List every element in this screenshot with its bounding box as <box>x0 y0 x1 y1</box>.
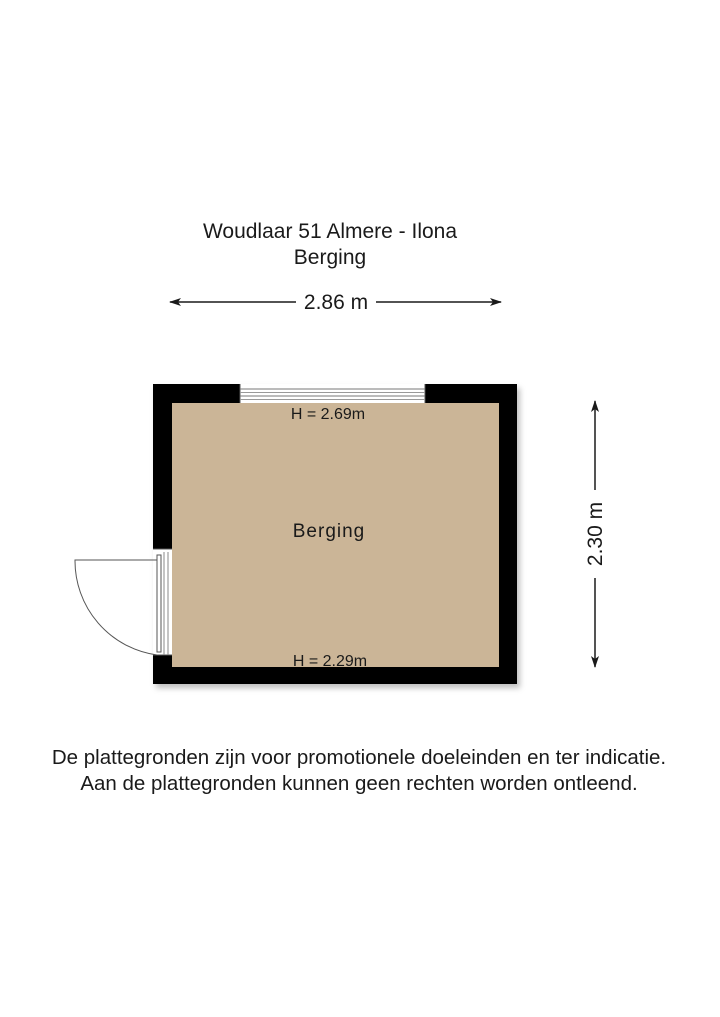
width-dimension <box>170 291 501 314</box>
door-leaf <box>157 555 161 652</box>
ceiling-height-bottom: H = 2.29m <box>292 653 368 670</box>
door-swing-arc <box>75 560 157 655</box>
disclaimer-line-2: Aan de plattegronden kunnen geen rechten worden ontleend. <box>80 772 638 795</box>
ceiling-height-top: H = 2.69m <box>290 406 366 423</box>
room-label: Berging <box>292 521 366 542</box>
depth-dimension <box>584 401 607 667</box>
window <box>240 384 425 403</box>
plan-title: Woudlaar 51 Almere - Ilona <box>202 220 458 243</box>
plan-subtitle: Berging <box>293 246 367 269</box>
width-label: 2.86 m <box>303 291 369 314</box>
door <box>75 549 172 655</box>
room <box>75 384 517 684</box>
depth-label: 2.30 m <box>584 501 607 567</box>
disclaimer-line-1: De plattegronden zijn voor promotionele doeleinden en ter indicatie. <box>51 746 667 769</box>
